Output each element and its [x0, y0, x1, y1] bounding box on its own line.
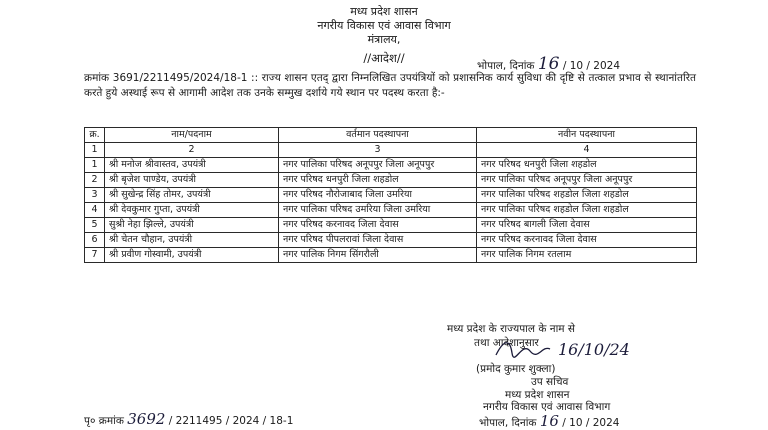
row-new-posting: नगर पालिका परिषद शहडोल जिला शहडोल	[477, 203, 697, 218]
order-title: //आदेश//	[363, 51, 405, 65]
table-row	[85, 248, 697, 263]
row-current-posting: नगर परिषद पीपलरावां जिला देवास	[279, 233, 477, 248]
transfer-table	[84, 127, 697, 263]
col-number: 2	[105, 143, 279, 158]
signature-date-line	[479, 412, 619, 430]
row-name: सुश्री नेहा झिल्ले, उपयंत्री	[105, 218, 279, 233]
row-current-posting: नगर परिषद धनपुरी जिला शहडोल	[279, 173, 477, 188]
date-suffix: / 10 / 2024	[562, 60, 620, 72]
row-new-posting: नगर पालिका परिषद अनूपपुर जिला अनूपपुर	[477, 173, 697, 188]
col-header-current-posting: वर्तमान पदस्थापना	[279, 128, 477, 143]
table-row	[85, 158, 697, 173]
table-row	[85, 233, 697, 248]
header-ministry: मंत्रालय,	[367, 33, 401, 46]
sig-date-prefix: भोपाल, दिनांक	[479, 417, 537, 429]
order-body-text: क्रमांक 3691/2211495/2024/18-1 :: राज्य शासन एतद् द्वारा निम्नलिखित उपयंत्रियों को प्रशासनिक कार्य सुविधा की दृष्टि से तत्काल प्रभाव से स्थानांतरित करते हुये अस्थाई रूप से आगामी आदेश तक उनके सम्मुख दर्शाये गये स्थान पर पदस्थ करता है:-	[84, 72, 696, 99]
table-row	[85, 203, 697, 218]
row-serial: 5	[85, 218, 105, 233]
footer-handwritten: 3692	[127, 410, 166, 428]
row-current-posting: नगर परिषद नौरोजाबाद जिला उमरिया	[279, 188, 477, 203]
row-serial: 4	[85, 203, 105, 218]
col-header-new-posting: नवीन पदस्थापना	[477, 128, 697, 143]
row-serial: 2	[85, 173, 105, 188]
row-serial: 1	[85, 158, 105, 173]
row-current-posting: नगर परिषद करनावद जिला देवास	[279, 218, 477, 233]
table-row	[85, 173, 697, 188]
table-subheader-row	[85, 143, 697, 158]
row-current-posting: नगर पालिका परिषद उमरिया जिला उमरिया	[279, 203, 477, 218]
col-number: 4	[477, 143, 697, 158]
signer-govt: मध्य प्रदेश शासन	[505, 389, 570, 401]
row-new-posting: नगर परिषद धनपुरी जिला शहडोल	[477, 158, 697, 173]
col-header-name: नाम/पदनाम	[105, 128, 279, 143]
row-name: श्री बृजेश पाण्डेय, उपयंत्री	[105, 173, 279, 188]
table-header-row	[85, 128, 697, 143]
header-govt: मध्य प्रदेश शासन	[350, 5, 418, 18]
sig-date-suffix: / 10 / 2024	[562, 417, 620, 429]
footer-order-number	[84, 410, 293, 428]
signature-order-text: तथा आदेशानुसार	[474, 337, 539, 349]
footer-prefix: पृ० क्रमांक	[84, 415, 124, 427]
col-number: 3	[279, 143, 477, 158]
signer-name: (प्रमोद कुमार शुक्ला)	[476, 363, 556, 375]
signature-authority: मध्य प्रदेश के राज्यपाल के नाम से	[447, 323, 575, 335]
order-body	[84, 71, 696, 101]
row-serial: 6	[85, 233, 105, 248]
row-current-posting: नगर पालिक निगम सिंगरौली	[279, 248, 477, 263]
footer-suffix: / 2211495 / 2024 / 18-1	[168, 415, 294, 427]
signer-department: नगरीय विकास एवं आवास विभाग	[483, 401, 611, 413]
date-prefix: भोपाल, दिनांक	[477, 60, 535, 72]
row-new-posting: नगर परिषद करनावद जिला देवास	[477, 233, 697, 248]
row-name: श्री सुखेन्द्र सिंह तोमर, उपयंत्री	[105, 188, 279, 203]
row-serial: 3	[85, 188, 105, 203]
col-number: 1	[85, 143, 105, 158]
table-row	[85, 218, 697, 233]
row-serial: 7	[85, 248, 105, 263]
row-name: श्री प्रवीण गोस्वामी, उपयंत्री	[105, 248, 279, 263]
signature-date: 16/10/24	[558, 340, 630, 359]
row-name: श्री मनोज श्रीवास्तव, उपयंत्री	[105, 158, 279, 173]
handwritten-signature	[492, 335, 642, 363]
signer-designation: उप सचिव	[531, 376, 569, 388]
row-name: श्री देवकुमार गुप्ता, उपयंत्री	[105, 203, 279, 218]
header-department: नगरीय विकास एवं आवास विभाग	[317, 19, 451, 32]
col-header-serial: क्र.	[85, 128, 105, 143]
sig-date-handwritten: 16	[539, 412, 559, 430]
table-row	[85, 188, 697, 203]
row-new-posting: नगर पालिका परिषद शहडोल जिला शहडोल	[477, 188, 697, 203]
row-current-posting: नगर पालिका परिषद अनूपपुर जिला अनूपपुर	[279, 158, 477, 173]
date-handwritten: 16	[537, 54, 560, 74]
row-name: श्री चेतन चौहान, उपयंत्री	[105, 233, 279, 248]
row-new-posting: नगर पालिक निगम रतलाम	[477, 248, 697, 263]
row-new-posting: नगर परिषद बागली जिला देवास	[477, 218, 697, 233]
